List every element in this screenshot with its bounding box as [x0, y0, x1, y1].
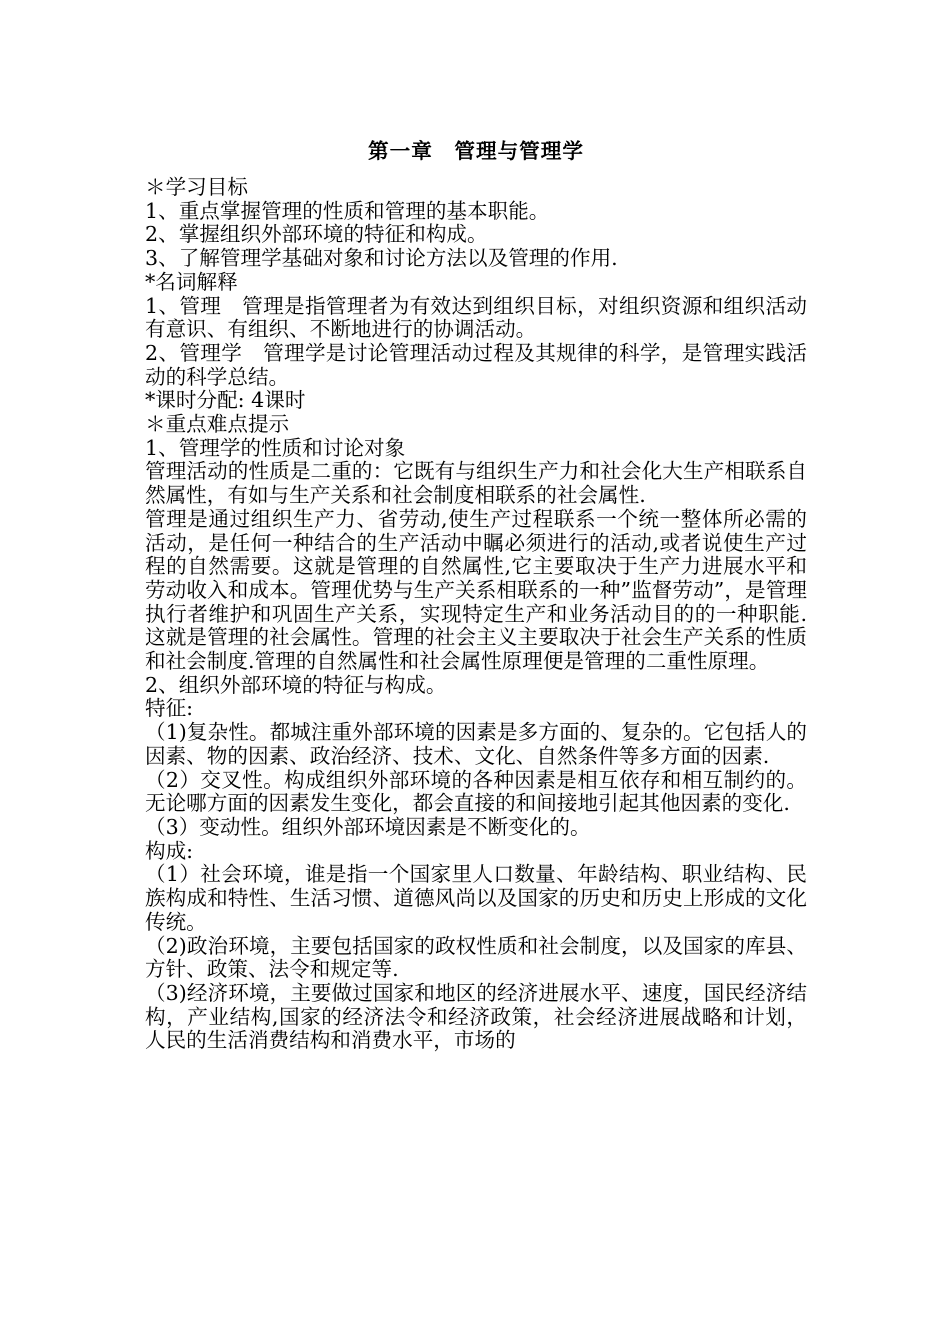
text-line: 3、了解管理学基础对象和讨论方法以及管理的作用.: [145, 246, 618, 271]
text-line: 2、组织外部环境的特征与构成。: [145, 672, 447, 697]
text-line: （2）交叉性。构成组织外部环境的各种因素是相互依存和相互制约的。无论哪方面的因素发生变化，都会直接的和间接地引起其他因素的变化.: [145, 767, 807, 816]
text-line: 特征:: [145, 696, 194, 721]
text-line: 1、管理学的性质和讨论对象: [145, 435, 406, 460]
text-line: （1）社会环境，谁是指一个国家里人口数量、年龄结构、职业结构、民族构成和特性、生活习惯、道德风尚以及国家的历史和历史上形成的文化传统。: [145, 862, 807, 934]
text-line: *课时分配: 4课时: [145, 388, 306, 413]
chapter-title: 第一章 管理与管理学: [368, 139, 584, 163]
text-line: （2)政治环境，主要包括国家的政权性质和社会制度，以及国家的库县、方针、政策、法令和规定等.: [145, 933, 807, 982]
body-text: [145, 176, 807, 1053]
text-line: 1、重点掌握管理的性质和管理的基本职能。: [145, 198, 550, 223]
text-line: 2、管理学 管理学是讨论管理活动过程及其规律的科学，是管理实践活动的科学总结。: [145, 340, 807, 389]
text-line: 1、管理 管理是指管理者为有效达到组织目标，对组织资源和组织活动有意识、有组织、不断地进行的协调活动。: [145, 293, 807, 342]
text-line: ＊重点难点提示: [145, 412, 290, 437]
text-line: （3)经济环境，主要做过国家和地区的经济进展水平、速度，国民经济结构，产业结构,国家的经济法令和经济政策，社会经济进展战略和计划，人民的生活消费结构和消费水平，市场的: [145, 980, 807, 1053]
text-line: ＊学习目标: [145, 175, 248, 199]
text-line: （1)复杂性。都城注重外部环境的因素是多方面的、复杂的。它包括人的因素、物的因素、政治经济、技术、文化、自然条件等多方面的因素.: [145, 720, 807, 768]
text-line: （3）变动性。组织外部环境因素是不断变化的。: [145, 814, 591, 839]
text-line: 管理是通过组织生产力、省劳动,使生产过程联系一个统一整体所必需的活动，是任何一种结合的生产活动中瞩必须进行的活动,或者说使生产过程的自然需要。这就是管理的自然属性,它主要取决于生产力进展水平和劳动收入和成本。管理优势与生产关系相联系的一种”监督劳动”，是管理执行者维护和巩固生产关系，实现特定生产和业务活动目的的一种职能.这就是管理的社会属性。管理的社会主义主要取决于社会生产关系的性质和社会制度.管理的自然属性和社会属性原理便是管理的二重性原理。: [145, 506, 807, 674]
document-page: [145, 138, 807, 1053]
text-line: 构成:: [145, 838, 194, 863]
text-line: 2、掌握组织外部环境的特征和构成。: [145, 222, 488, 247]
text-line: 管理活动的性质是二重的：它既有与组织生产力和社会化大生产相联系自然属性，有如与生产关系和社会制度相联系的社会属性.: [145, 459, 807, 508]
text-line: *名词解释: [145, 269, 238, 294]
